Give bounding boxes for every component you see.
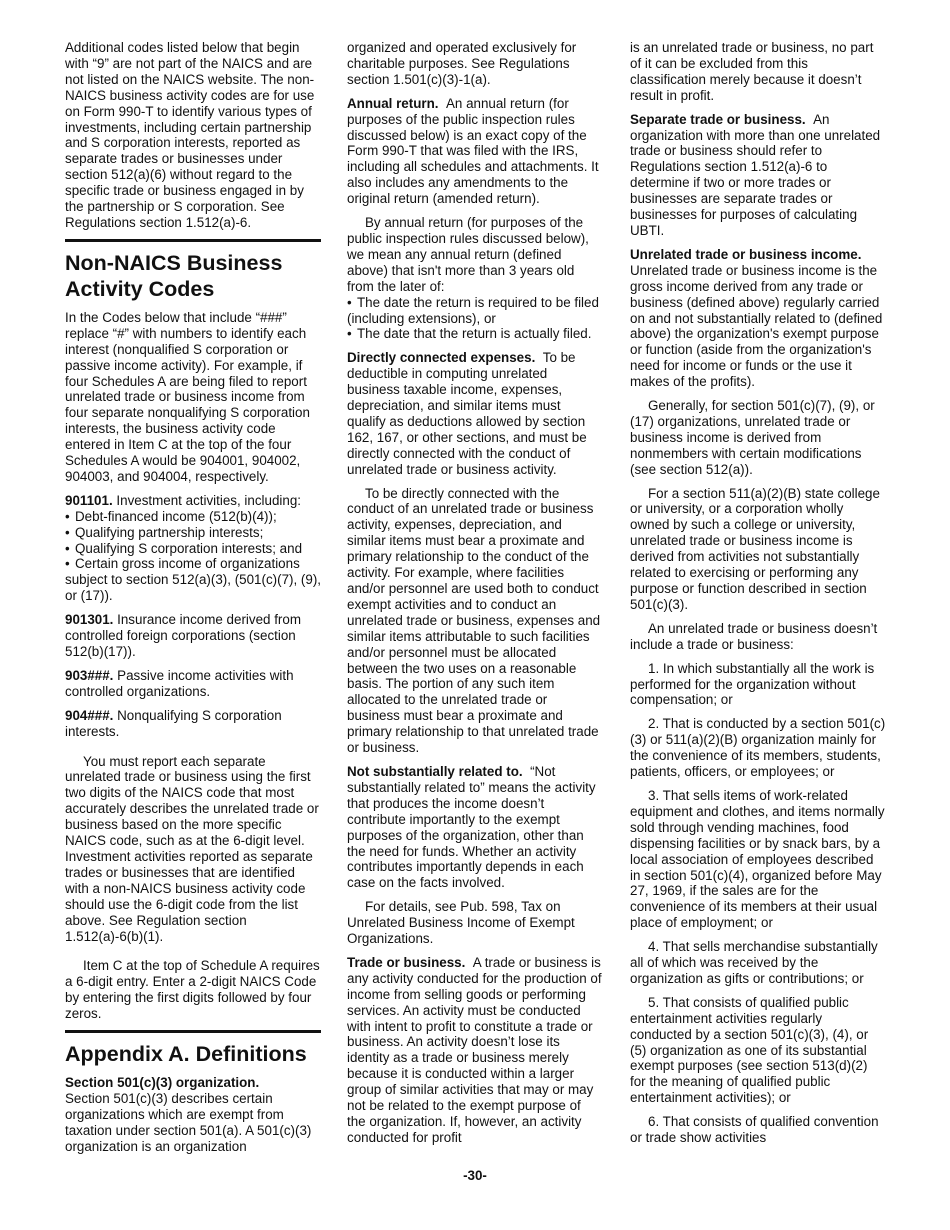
by-annual-return-block: [347, 215, 603, 342]
list-item: 3. That sells items of work-related equipment and clothes, and items normally sold through vending machines, food dispensing facilities or by snack bars, by a local association of employees described in section 501(c)(4), organized before May 27, 1969, if the sales are for the convenience of its members at their usual place of employment; or: [630, 787, 885, 931]
definition-501c3: [65, 1075, 321, 1155]
list-item: 6. That consists of qualified convention or trade show activities: [630, 1114, 879, 1146]
continued-paragraph: organized and operated exclusively for charitable purposes. See Regulations section 1.501(c)(3)-1(a).: [347, 40, 577, 87]
code-text: Nonqualifying S corporation interests.: [65, 707, 282, 739]
code-903-entry: [65, 668, 321, 700]
column-3: [630, 40, 886, 1154]
list-item: 2. That is conducted by a section 501(c)(3) or 511(a)(2)(B) organization mainly for the convenience of its members, students, patients, officers, or employees; or: [630, 716, 886, 780]
term-text: Section 501(c)(3) describes certain organizations which are exempt from taxation under section 501(a). A 501(c)(3) organization is an organization: [65, 1090, 312, 1154]
bullet-item: • Qualifying S corporation interests; and: [65, 541, 321, 557]
code-label: 904###.: [65, 707, 114, 723]
code-901301-entry: [65, 612, 321, 660]
term-text: An organization with more than one unrelated trade or business should refer to Regulations section 1.512(a)-6 to determine if two or more trades or businesses are separate trades or businesses for purposes of calculating UBTI.: [630, 111, 881, 238]
term-label: Separate trade or business.: [630, 111, 806, 127]
list-item: 1. In which substantially all the work is performed for the organization without compensation; or: [630, 660, 875, 708]
term-label: Trade or business.: [347, 954, 466, 970]
term-text: Unrelated trade or business income is the gross income derived from any trade or business (defined above) regularly carried on and not substantially related to (defined above) the organization's exempt purpose or function (aside from the organization's need for income or funds or the use it makes of the profits).: [630, 262, 883, 390]
definition-annual-return: [347, 96, 603, 207]
intro-paragraph: Additional codes listed below that begin with “9” are not part of the NAICS and are not listed on the NAICS website. The non-NAICS business activity codes are for use on Form 990-T to identify various types of investments, including certain partnership and S corporation interests, reported as separate trades or businesses under section 512(a)(6) without regard to the specific trade or business engaged in by the partnership or S corporation. See Regulations section 1.512(a)-6.: [65, 40, 315, 230]
list-item: 4. That sells merchandise substantially all of which was received by the organization as gifts or contributions; or: [630, 939, 878, 986]
bullet-item: • Certain gross income of organizations subject to section 512(a)(3), (501(c)(7), (9), or (17)).: [65, 556, 321, 604]
list-item: 5. That consists of qualified public entertainment activities regularly conducted by a section 501(c)(3), (4), or (5) organization as one of its substantial exempt purposes (see section 513(d)(2) for the meaning of qualified public entertainment activities); or: [630, 994, 869, 1106]
codes-paragraph: In the Codes below that include “###” replace “#” with numbers to identify each interest (nonqualified S corporation or passive income activity). For example, if four Schedules A are being filed to report unrelated trade or business income from four separate nonqualifying S corporation interests, the business activity code entered in Item C at the top of the four Schedules A would be 904001, 904002, 904003, and 904004, respectively.: [65, 309, 310, 484]
definition-trade-or-business: [347, 955, 603, 1146]
doesnt-include-paragraph: An unrelated trade or business doesn’t include a trade or business:: [630, 620, 878, 652]
definition-directly-connected: [347, 350, 603, 477]
term-label: Annual return.: [347, 95, 439, 111]
bullet-item: • Debt-financed income (512(b)(4));: [65, 509, 321, 525]
term-label: Directly connected expenses.: [347, 350, 536, 366]
continued-paragraph: is an unrelated trade or business, no part of it can be excluded from this classification merely because it doesn’t result in profit.: [630, 40, 874, 103]
term-text: An annual return (for purposes of the public inspection rules discussed below) is an exact copy of the Form 990-T that was filed with the IRS, including all schedules and attachments. It also includes any amendments to the original return (amended return).: [347, 95, 599, 207]
term-label: Section 501(c)(3) organization.: [65, 1075, 260, 1091]
code-901101-entry: [65, 493, 321, 604]
bullet-item: • The date that the return is actually filed.: [347, 326, 603, 342]
term-label: Unrelated trade or business income.: [630, 246, 862, 262]
code-label: 903###.: [65, 667, 114, 683]
bullet-item: • The date the return is required to be filed (including extensions), or: [347, 295, 603, 327]
generally-paragraph: Generally, for section 501(c)(7), (9), or (17) organizations, unrelated trade or business income is derived from nonmembers with certain modifications (see section 512(a)).: [630, 398, 875, 477]
column-1: [65, 40, 321, 1163]
code-text: Insurance income derived from controlled foreign corporations (section 512(b)(17)).: [65, 612, 301, 659]
item-c-paragraph: Item C at the top of Schedule A requires a 6-digit entry. Enter a 2-digit NAICS Code by entering the first digits followed by four zeros.: [65, 958, 320, 1022]
details-paragraph: For details, see Pub. 598, Tax on Unrelated Business Income of Exempt Organizations.: [347, 899, 575, 947]
code-label: 901101.: [65, 492, 113, 508]
section-heading-appendix: Appendix A. Definitions: [65, 1030, 321, 1067]
by-annual-paragraph: By annual return (for purposes of the public inspection rules discussed below), we mean any annual return (defined above) that isn't more than 3 years old from the later of:: [347, 215, 589, 294]
term-text: A trade or business is any activity conducted for the production of income from selling goods or performing services. An activity must be conducted with intent to profit to constitute a trade or business. An activity doesn’t lose its identity as a trade or business merely because it is conducted within a larger group of similar activities that may or may not be related to the exempt purpose of the organization. If, however, an activity conducted for profit: [347, 954, 602, 1145]
to-be-paragraph: To be directly connected with the conduct of an unrelated trade or business activity, expenses, depreciation, and similar items must bear a proximate and primary relationship to the conduct of the activity. For example, where facilities and/or personnel are used both to conduct exempt activities and to conduct an unrelated trade or business, expenses and similar items attributable to such facilities and/or personnel must be allocated between the two uses on a reasonable basis. The portion of any such item allocated to the unrelated trade or business must bear a proximate and primary relationship to that unrelated trade or business.: [347, 485, 601, 756]
term-label: Not substantially related to.: [347, 763, 523, 779]
term-text: To be deductible in computing unrelated business taxable income, expenses, depreciation, and similar items must qualify as deductions allowed by section 162, 167, or other sections, and must be directly connected with the conduct of unrelated trade or business activity.: [347, 350, 587, 477]
column-2: [347, 40, 603, 1154]
definition-unrelated-income: [630, 247, 886, 390]
page-number: -30-: [463, 1168, 487, 1183]
code-text: Investment activities, including:: [116, 492, 301, 508]
definition-separate-trade: [630, 112, 886, 239]
section-511-paragraph: For a section 511(a)(2)(B) state college or university, or a corporation wholly owned by such a college or university, unrelated trade or business income is derived from activities not substantially related to exercising or performing any purpose or function described in section 501(c)(3).: [630, 485, 880, 612]
definition-not-substantially: [347, 764, 603, 891]
code-904-entry: [65, 708, 321, 740]
bullet-item: • Qualifying partnership interests;: [65, 525, 321, 541]
report-paragraph: You must report each separate unrelated trade or business using the first two digits of the NAICS code that most accurately describes the unrelated trade or business based on the more specific NAICS code, such as at the 6-digit level. Investment activities reported as separate trades or businesses that are identified with a non-NAICS business activity code should use the 6-digit code from the list above. See Regulation section 1.512(a)-6(b)(1).: [65, 753, 319, 944]
code-text: Passive income activities with controlled organizations.: [65, 667, 294, 699]
term-text: “Not substantially related to” means the activity that produces the income doesn’t contribute importantly to the exempt purposes of the organization, other than the need for funds. Whether an activity contributes importantly depends in each case on the facts involved.: [347, 763, 596, 891]
code-label: 901301.: [65, 612, 114, 628]
section-heading-non-naics: Non-NAICS Business Activity Codes: [65, 239, 321, 302]
